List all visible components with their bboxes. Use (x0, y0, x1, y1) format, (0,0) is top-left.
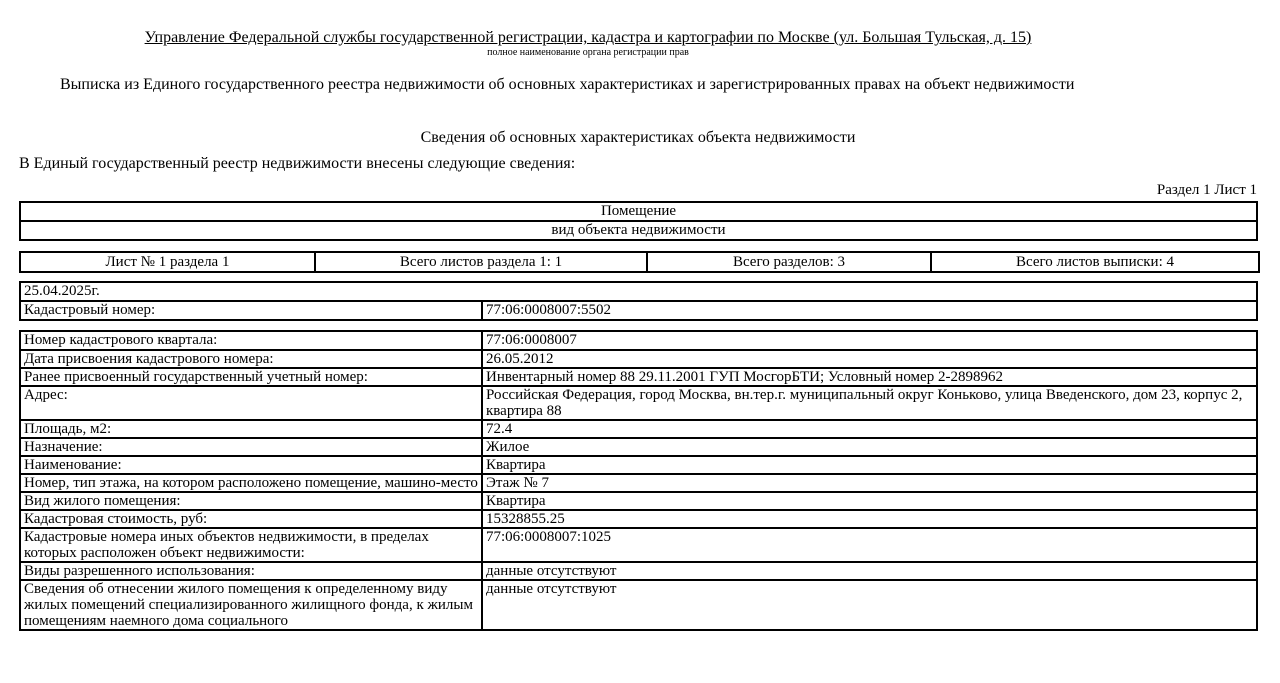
row-value: 15328855.25 (482, 510, 1257, 528)
object-type: Помещение (20, 202, 1257, 221)
authority-caption: полное наименование органа регистрации прав (487, 47, 689, 58)
row-value: Жилое (482, 438, 1257, 456)
row-value: Этаж № 7 (482, 474, 1257, 492)
row-label: Кадастровые номера иных объектов недвижимости, в пределах которых расположен объект недвижимости: (20, 528, 482, 562)
object-type-caption: вид объекта недвижимости (20, 221, 1257, 240)
table-row (20, 386, 1257, 420)
table-row (20, 580, 1257, 630)
table-row (20, 474, 1257, 492)
registration-authority: Управление Федеральной службы государственной регистрации, кадастра и картографии по Москве (ул. Большая Тульская, д. 15) (144, 29, 1032, 46)
cadastral-number-value: 77:06:0008007:5502 (482, 301, 1257, 320)
row-value: 26.05.2012 (482, 350, 1257, 368)
table-row (20, 528, 1257, 562)
total-sheets-extract: Всего листов выписки: 4 (931, 252, 1259, 272)
row-value: 72.4 (482, 420, 1257, 438)
object-type-table (19, 201, 1258, 241)
table-row (20, 368, 1257, 386)
table-row (20, 438, 1257, 456)
row-label: Наименование: (20, 456, 482, 474)
row-label: Адрес: (20, 386, 482, 420)
row-value: данные отсутствуют (482, 562, 1257, 580)
sheets-table (19, 251, 1260, 273)
row-value: Инвентарный номер 88 29.11.2001 ГУП МосгорБТИ; Условный номер 2-2898962 (482, 368, 1257, 386)
extract-date: 25.04.2025г. (20, 282, 1257, 301)
table-row (20, 420, 1257, 438)
row-value: 77:06:0008007 (482, 331, 1257, 350)
intro-text: В Единый государственный реестр недвижимости внесены следующие сведения: (19, 155, 576, 172)
row-label: Назначение: (20, 438, 482, 456)
table-row (20, 562, 1257, 580)
row-value: Квартира (482, 492, 1257, 510)
table-row (20, 331, 1257, 350)
row-value: данные отсутствуют (482, 580, 1257, 630)
cadastral-number-label: Кадастровый номер: (20, 301, 482, 320)
section-heading: Сведения об основных характеристиках объекта недвижимости (420, 129, 856, 146)
sheet-number: Лист № 1 раздела 1 (20, 252, 315, 272)
total-sheets-section: Всего листов раздела 1: 1 (315, 252, 647, 272)
table-row (20, 456, 1257, 474)
row-label: Номер, тип этажа, на котором расположено помещение, машино-место (20, 474, 482, 492)
section-sheet-label: Раздел 1 Лист 1 (1156, 182, 1257, 198)
row-value: 77:06:0008007:1025 (482, 528, 1257, 562)
extract-title: Выписка из Единого государственного реестра недвижимости об основных характеристиках и зарегистрированных правах на объект недвижимости (60, 76, 1075, 93)
table-row (20, 350, 1257, 368)
row-label: Номер кадастрового квартала: (20, 331, 482, 350)
date-cadastral-table (19, 281, 1258, 321)
row-label: Виды разрешенного использования: (20, 562, 482, 580)
row-value: Квартира (482, 456, 1257, 474)
row-value: Российская Федерация, город Москва, вн.тер.г. муниципальный округ Коньково, улица Введенского, дом 23, корпус 2, квартира 88 (482, 386, 1257, 420)
characteristics-table (19, 330, 1258, 631)
table-row (20, 492, 1257, 510)
total-sections: Всего разделов: 3 (647, 252, 931, 272)
row-label: Дата присвоения кадастрового номера: (20, 350, 482, 368)
row-label: Сведения об отнесении жилого помещения к определенному виду жилых помещений специализированного жилищного фонда, к жилым помещениям наемного дома социального (20, 580, 482, 630)
row-label: Площадь, м2: (20, 420, 482, 438)
table-row (20, 510, 1257, 528)
row-label: Вид жилого помещения: (20, 492, 482, 510)
row-label: Ранее присвоенный государственный учетный номер: (20, 368, 482, 386)
row-label: Кадастровая стоимость, руб: (20, 510, 482, 528)
